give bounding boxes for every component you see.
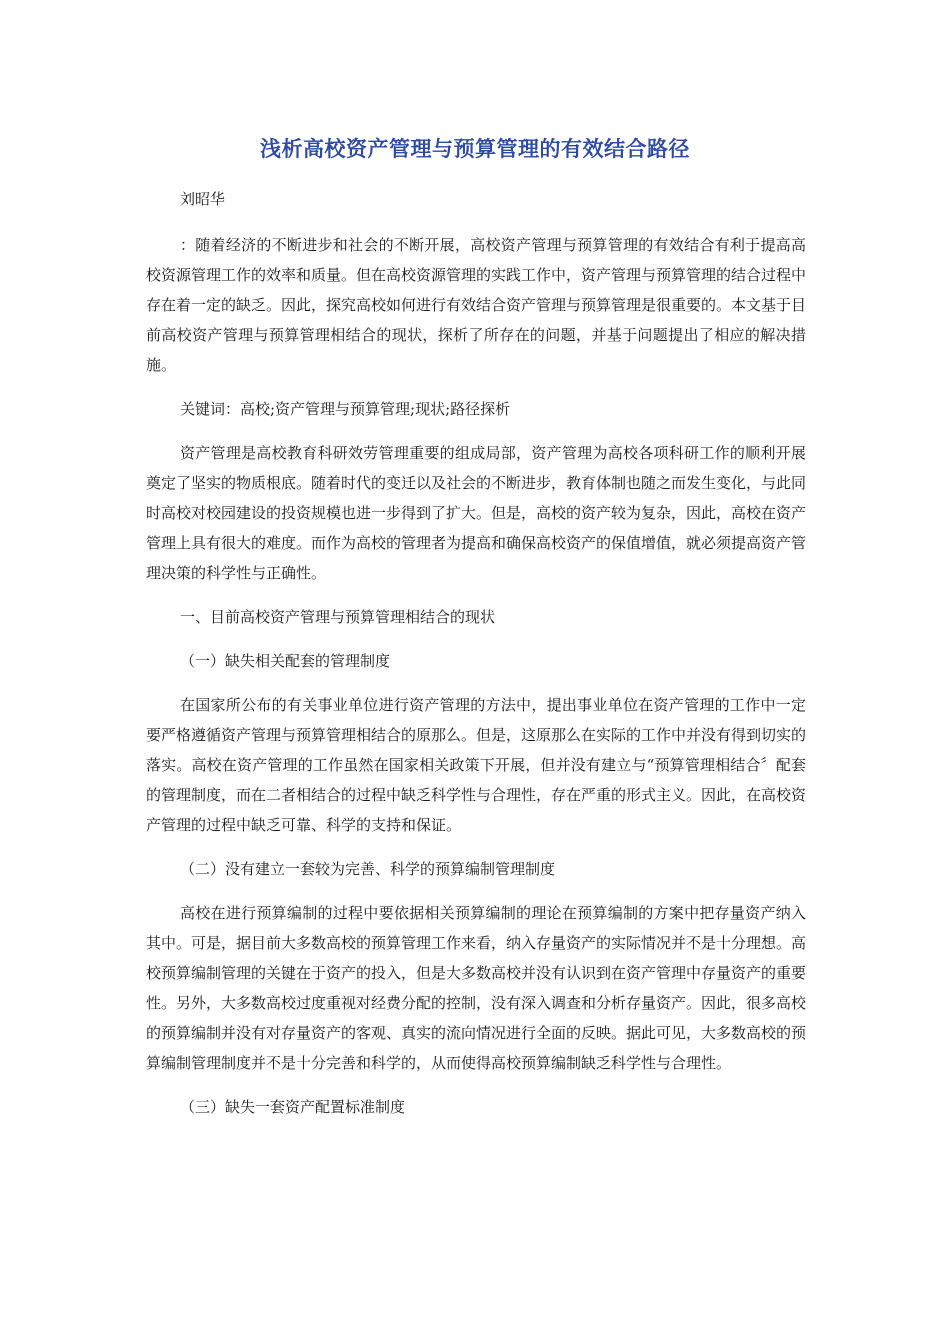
section-heading-1: 一、目前高校资产管理与预算管理相结合的现状 [180,608,496,626]
document-body [146,230,806,1122]
subsection-heading-3: （三）缺失一套资产配置标准制度 [180,1098,406,1116]
abstract-paragraph: ：随着经济的不断进步和社会的不断开展，高校资产管理与预算管理的有效结合有利于提高高校资源管理工作的效率和质量。但在高校资源管理的实践工作中，资产管理与预算管理的结合过程中存在着一定的缺乏。因此，探究高校如何进行有效结合资产管理与预算管理是很重要的。本文基于目前高校资产管理与预算管理相结合的现状，探析了所存在的问题，并基于问题提出了相应的解决措施。 [146,236,807,374]
subsection-heading-2: （二）没有建立一套较为完善、科学的预算编制管理制度 [180,860,556,878]
subsection-2-paragraph: 高校在进行预算编制的过程中要依据相关预算编制的理论在预算编制的方案中把存量资产纳入其中。可是，据目前大多数高校的预算管理工作来看，纳入存量资产的实际情况并不是十分理想。高校预算编制管理的关键在于资产的投入，但是大多数高校并没有认识到在资产管理中存量资产的重要性。另外，大多数高校过度重视对经费分配的控制，没有深入调查和分析存量资产。因此，很多高校的预算编制并没有对存量资产的客观、真实的流向情况进行全面的反映。据此可见，大多数高校的预算编制管理制度并不是十分完善和科学的，从而使得高校预算编制缺乏科学性与合理性。 [146,904,807,1072]
intro-paragraph: 资产管理是高校教育科研效劳管理重要的组成局部，资产管理为高校各项科研工作的顺利开展奠定了坚实的物质根底。随着时代的变迁以及社会的不断进步，教育体制也随之而发生变化，与此同时高校对校园建设的投资规模也进一步得到了扩大。但是，高校的资产较为复杂，因此，高校在资产管理上具有很大的难度。而作为高校的管理者为提高和确保高校资产的保值增值，就必须提高资产管理决策的科学性与正确性。 [146,444,807,582]
subsection-heading-1: （一）缺失相关配套的管理制度 [180,652,391,670]
keywords-line: 关键词：高校;资产管理与预算管理;现状;路径探析 [180,400,511,418]
subsection-1-paragraph: 在国家所公布的有关事业单位进行资产管理的方法中，提出事业单位在资产管理的工作中一定要严格遵循资产管理与预算管理相结合的原那么。但是，这原那么在实际的工作中并没有得到切实的落实。高校在资产管理的工作虽然在国家相关政策下开展，但并没有建立与“预算管理相结合〞配套的管理制度，而在二者相结合的过程中缺乏科学性与合理性，存在严重的形式主义。因此，在高校资产管理的过程中缺乏可靠、科学的支持和保证。 [146,696,807,834]
document-title: 浅析高校资产管理与预算管理的有效结合路径 [260,137,690,161]
author-name: 刘昭华 [180,190,226,208]
